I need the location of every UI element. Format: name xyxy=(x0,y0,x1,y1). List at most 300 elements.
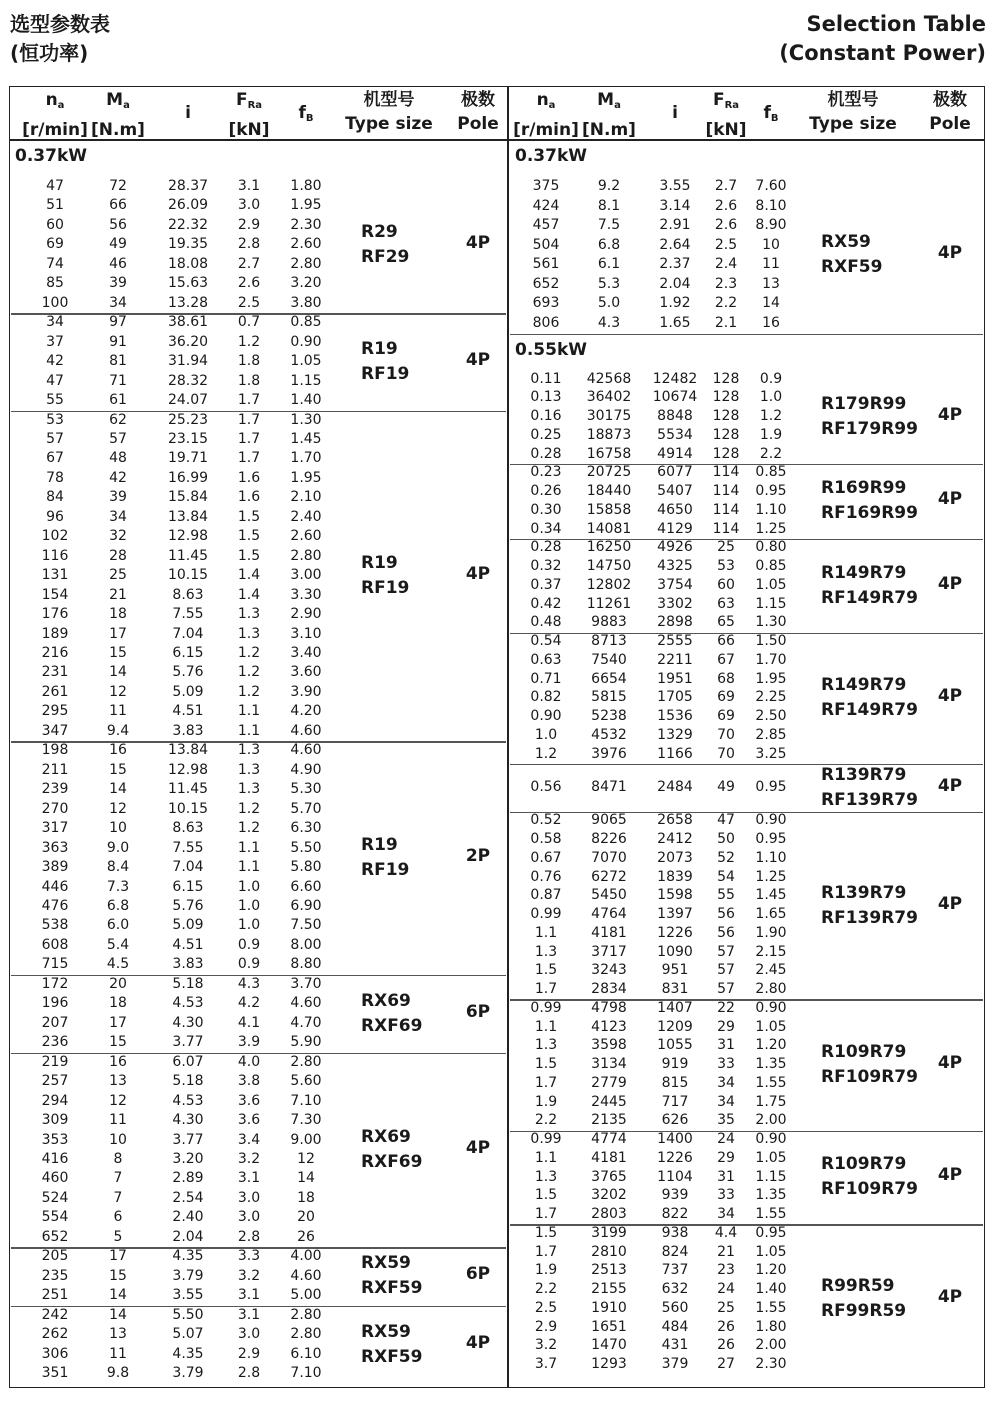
type-size-line2: RF109R79 xyxy=(821,1179,918,1200)
cell-ma: 3598 xyxy=(591,1037,627,1054)
cell-i: 4914 xyxy=(657,445,693,462)
cell-fra: 114 xyxy=(712,520,740,537)
pole-value: 4P xyxy=(937,489,963,510)
cell-ma: 9883 xyxy=(591,614,627,631)
cell-na: 47 xyxy=(46,372,64,389)
type-size-line1: R29 xyxy=(361,222,398,243)
right-header-na-letter: n xyxy=(536,90,549,110)
cell-fra: 128 xyxy=(712,408,740,425)
cell-i: 12.98 xyxy=(167,761,209,778)
cell-i: 23.15 xyxy=(167,430,209,447)
cell-na: 85 xyxy=(46,275,64,292)
cell-fra: 3.0 xyxy=(237,197,261,214)
cell-na: 242 xyxy=(41,1306,69,1323)
cell-fb: 2.45 xyxy=(755,962,787,979)
cell-fb: 4.70 xyxy=(290,1014,322,1031)
cell-fb: 3.20 xyxy=(290,275,322,292)
pole-value: 4P xyxy=(937,243,963,263)
cell-na: 216 xyxy=(41,645,69,662)
cell-fra: 57 xyxy=(717,962,735,979)
cell-fb: 1.70 xyxy=(755,651,787,668)
cell-fb: 6.10 xyxy=(290,1345,322,1362)
cell-ma: 56 xyxy=(109,216,127,233)
cell-i: 2.04 xyxy=(659,275,691,292)
cell-na: 476 xyxy=(41,898,69,914)
cell-i: 2.64 xyxy=(659,236,691,253)
cell-i: 19.35 xyxy=(167,236,209,253)
cell-fb: 16 xyxy=(762,314,780,331)
cell-i: 4.53 xyxy=(172,1092,204,1109)
cell-na: 0.58 xyxy=(530,831,562,848)
cell-ma: 14081 xyxy=(586,520,632,537)
cell-na: 693 xyxy=(532,295,560,311)
cell-fb: 1.10 xyxy=(755,501,787,518)
cell-na: 236 xyxy=(41,1034,69,1051)
cell-ma: 1470 xyxy=(591,1337,627,1354)
cell-na: 0.11 xyxy=(530,370,562,387)
cell-ma: 6654 xyxy=(591,670,627,687)
cell-na: 116 xyxy=(41,547,69,564)
cell-na: 1.5 xyxy=(534,962,558,979)
cell-fra: 26 xyxy=(717,1318,735,1335)
cell-ma: 4764 xyxy=(591,906,627,923)
left-header-fb-sub: B xyxy=(305,113,314,124)
cell-na: 239 xyxy=(41,781,69,798)
pole-value: 4P xyxy=(937,404,963,425)
cell-ma: 11 xyxy=(109,703,127,720)
cell-fb: 2.30 xyxy=(290,216,322,233)
cell-fra: 22 xyxy=(717,999,735,1016)
cell-fra: 128 xyxy=(712,445,740,462)
cell-ma: 12 xyxy=(109,1092,127,1109)
cell-na: 309 xyxy=(41,1112,69,1129)
cell-na: 0.26 xyxy=(530,483,562,500)
right-header-ma-unit: [N.m] xyxy=(582,120,636,140)
cell-fra: 4.3 xyxy=(237,975,261,992)
cell-fb: 4.00 xyxy=(290,1248,322,1265)
cell-fra: 1.2 xyxy=(237,800,261,817)
cell-na: 416 xyxy=(41,1150,69,1167)
cell-ma: 14 xyxy=(109,1287,127,1304)
type-size-line2: RXF59 xyxy=(361,1346,423,1367)
cell-i: 24.07 xyxy=(167,392,209,409)
cell-fb: 2.90 xyxy=(290,606,322,623)
cell-i: 26.09 xyxy=(167,197,209,214)
cell-i: 431 xyxy=(661,1337,689,1354)
cell-fb: 1.10 xyxy=(755,849,787,866)
type-size-line2: RF19 xyxy=(361,363,410,384)
cell-fra: 128 xyxy=(712,370,740,387)
type-size-line2: RF19 xyxy=(361,860,410,881)
cell-i: 1951 xyxy=(657,670,693,687)
cell-fra: 1.7 xyxy=(237,392,261,409)
cell-ma: 57 xyxy=(109,430,127,447)
cell-ma: 16 xyxy=(109,1053,127,1070)
cell-fb: 4.90 xyxy=(290,761,322,778)
type-size-label xyxy=(821,1274,906,1324)
cell-i: 1226 xyxy=(657,924,693,941)
cell-fb: 4.20 xyxy=(290,703,322,720)
cell-ma: 42 xyxy=(109,469,127,486)
cell-ma: 4181 xyxy=(591,1149,627,1166)
type-size-line2: RF139R79 xyxy=(821,907,918,928)
type-size-line1: R19 xyxy=(361,338,398,359)
cell-fra: 1.4 xyxy=(237,567,261,584)
cell-ma: 6 xyxy=(113,1209,123,1226)
cell-ma: 1651 xyxy=(591,1318,627,1335)
cell-fra: 52 xyxy=(717,849,735,866)
cell-i: 1226 xyxy=(657,1149,693,1166)
cell-ma: 15 xyxy=(109,761,127,778)
pole-value: 4P xyxy=(465,349,491,370)
cell-ma: 5.0 xyxy=(597,295,621,311)
cell-na: 60 xyxy=(46,216,64,233)
cell-fra: 33 xyxy=(717,1056,735,1073)
cell-i: 38.61 xyxy=(167,314,209,331)
cell-i: 2658 xyxy=(657,812,693,829)
cell-ma: 8.4 xyxy=(106,859,130,876)
cell-ma: 62 xyxy=(109,411,127,428)
cell-na: 0.76 xyxy=(530,868,562,885)
cell-i: 5.50 xyxy=(172,1306,204,1323)
cell-i: 10.15 xyxy=(167,800,209,817)
left-header-ma-symbol xyxy=(78,88,158,118)
cell-na: 0.28 xyxy=(530,445,562,462)
cell-i: 822 xyxy=(661,1206,689,1223)
cell-ma: 18440 xyxy=(586,483,632,500)
cell-fra: 26 xyxy=(717,1337,735,1354)
cell-i: 6077 xyxy=(657,464,693,481)
cell-fb: 1.40 xyxy=(755,1281,787,1298)
cell-i: 5.76 xyxy=(172,898,204,914)
cell-ma: 6.8 xyxy=(106,898,130,914)
cell-fra: 114 xyxy=(712,501,740,518)
cell-i: 13.28 xyxy=(167,294,209,311)
cell-ma: 6.1 xyxy=(597,256,621,272)
cell-ma: 18 xyxy=(109,606,127,623)
cell-i: 11.45 xyxy=(167,547,209,564)
table-row xyxy=(0,197,1000,217)
table-row xyxy=(0,811,1000,831)
cell-na: 1.5 xyxy=(534,1187,558,1204)
left-header-ma-letter: M xyxy=(106,90,124,110)
cell-i: 1400 xyxy=(657,1131,693,1148)
cell-ma: 28 xyxy=(109,547,127,564)
cell-na: 78 xyxy=(46,469,64,486)
cell-ma: 9.2 xyxy=(597,178,621,194)
cell-i: 4.51 xyxy=(172,703,204,720)
cell-ma: 8713 xyxy=(591,633,627,650)
cell-i: 2898 xyxy=(657,614,693,631)
cell-i: 4325 xyxy=(657,558,693,575)
cell-ma: 7.5 xyxy=(597,217,621,233)
cell-ma: 5 xyxy=(113,1228,123,1245)
cell-ma: 14 xyxy=(109,781,127,798)
cell-fb: 3.25 xyxy=(755,745,787,762)
table-row xyxy=(0,1130,1000,1150)
cell-na: 1.1 xyxy=(534,924,558,941)
cell-fb: 6.90 xyxy=(290,898,322,914)
cell-fra: 2.8 xyxy=(237,1228,261,1245)
cell-ma: 3202 xyxy=(591,1187,627,1204)
cell-fra: 3.0 xyxy=(237,1326,261,1343)
cell-na: 0.34 xyxy=(530,520,562,537)
cell-fra: 1.2 xyxy=(237,333,261,350)
right-header-fb-sub: B xyxy=(770,113,779,124)
cell-ma: 17 xyxy=(109,1248,127,1265)
cell-i: 1.92 xyxy=(659,295,691,311)
table-row xyxy=(0,1018,1000,1038)
left-header-fra-unit: [kN] xyxy=(228,120,270,140)
cell-fb: 0.85 xyxy=(755,558,787,575)
type-size-label xyxy=(821,392,918,442)
left-header-pole xyxy=(448,88,508,138)
cell-fra: 1.0 xyxy=(237,878,261,895)
cell-na: 1.7 xyxy=(534,1206,558,1223)
type-size-line2: RF139R79 xyxy=(821,789,918,810)
cell-ma: 61 xyxy=(109,392,127,409)
cell-fra: 4.1 xyxy=(237,1014,261,1031)
cell-fb: 7.50 xyxy=(290,917,322,934)
cell-fra: 1.2 xyxy=(237,683,261,700)
pole-value: 4P xyxy=(937,686,963,707)
cell-fb: 1.55 xyxy=(755,1299,787,1316)
type-size-label xyxy=(821,561,918,611)
cell-fra: 2.9 xyxy=(237,1345,261,1362)
cell-fb: 8.80 xyxy=(290,956,322,973)
cell-fra: 1.3 xyxy=(237,761,261,778)
cell-fb: 1.90 xyxy=(755,924,787,941)
cell-fra: 1.1 xyxy=(237,703,261,720)
cell-fb: 0.90 xyxy=(290,333,322,350)
cell-i: 4.30 xyxy=(172,1112,204,1129)
cell-ma: 18873 xyxy=(586,426,632,443)
pole-value: 4P xyxy=(937,573,963,594)
pole-value: 4P xyxy=(465,233,491,254)
cell-ma: 72 xyxy=(109,177,127,194)
right-header-fra-letter: F xyxy=(712,90,725,110)
right-section-power-055: 0.55kW xyxy=(515,340,588,360)
type-size-line2: RF99R59 xyxy=(821,1301,907,1322)
title-en-line2: (Constant Power) xyxy=(779,41,986,65)
cell-i: 13.84 xyxy=(167,508,209,525)
cell-fb: 1.25 xyxy=(755,520,787,537)
cell-na: 3.2 xyxy=(534,1337,558,1354)
cell-fb: 1.35 xyxy=(755,1187,787,1204)
cell-fb: 1.80 xyxy=(755,1318,787,1335)
cell-i: 3.77 xyxy=(172,1034,204,1051)
table-row xyxy=(0,980,1000,1000)
type-size-line1: RX69 xyxy=(361,990,411,1011)
title-en-line1: Selection Table xyxy=(806,12,986,36)
cell-ma: 2445 xyxy=(591,1093,627,1110)
cell-fb: 12 xyxy=(297,1150,315,1167)
right-header-na-sub: a xyxy=(548,100,556,111)
cell-fb: 1.05 xyxy=(755,576,787,593)
cell-na: 74 xyxy=(46,255,64,272)
cell-fra: 3.2 xyxy=(237,1267,261,1284)
cell-fra: 114 xyxy=(712,464,740,481)
cell-na: 231 xyxy=(41,664,69,681)
cell-na: 0.37 xyxy=(530,576,562,593)
cell-i: 5534 xyxy=(657,426,693,443)
cell-na: 347 xyxy=(41,722,69,739)
cell-i: 4.30 xyxy=(172,1014,204,1031)
cell-fb: 2.00 xyxy=(755,1337,787,1354)
cell-i: 2.40 xyxy=(172,1209,204,1226)
cell-ma: 9.0 xyxy=(106,839,130,856)
cell-i: 4650 xyxy=(657,501,693,518)
cell-na: 37 xyxy=(46,333,64,350)
cell-fb: 1.20 xyxy=(755,1262,787,1279)
cell-fra: 2.5 xyxy=(714,236,738,253)
type-size-label xyxy=(821,763,918,813)
cell-fb: 7.10 xyxy=(290,1365,322,1382)
cell-fb: 1.20 xyxy=(755,1037,787,1054)
cell-ma: 81 xyxy=(109,353,127,370)
cell-ma: 48 xyxy=(109,450,127,467)
cell-na: 446 xyxy=(41,878,69,895)
cell-fra: 29 xyxy=(717,1149,735,1166)
cell-fra: 65 xyxy=(717,614,735,631)
cell-fra: 60 xyxy=(717,576,735,593)
cell-i: 28.37 xyxy=(167,177,209,194)
cell-na: 317 xyxy=(41,820,69,837)
cell-fb: 0.95 xyxy=(755,779,787,795)
cell-na: 100 xyxy=(41,294,69,311)
cell-i: 1329 xyxy=(657,726,693,743)
cell-fra: 2.8 xyxy=(237,236,261,253)
cell-i: 3.20 xyxy=(172,1150,204,1167)
cell-na: 0.56 xyxy=(530,779,562,795)
cell-i: 7.55 xyxy=(172,606,204,623)
cell-i: 939 xyxy=(661,1187,689,1204)
cell-ma: 18 xyxy=(109,995,127,1012)
cell-fra: 29 xyxy=(717,1018,735,1035)
cell-na: 154 xyxy=(41,586,69,603)
cell-i: 3.55 xyxy=(172,1287,204,1304)
table-row xyxy=(0,1224,1000,1244)
table-row xyxy=(0,943,1000,963)
cell-na: 1.3 xyxy=(534,1168,558,1185)
cell-ma: 3976 xyxy=(591,745,627,762)
cell-fb: 3.40 xyxy=(290,645,322,662)
cell-na: 102 xyxy=(41,528,69,545)
cell-fb: 2.30 xyxy=(755,1356,787,1373)
cell-fra: 0.9 xyxy=(237,956,261,973)
cell-fra: 2.6 xyxy=(237,275,261,292)
cell-fb: 1.9 xyxy=(759,426,783,443)
cell-i: 22.32 xyxy=(167,216,209,233)
cell-na: 0.42 xyxy=(530,595,562,612)
cell-fb: 1.30 xyxy=(290,411,322,428)
cell-na: 0.25 xyxy=(530,426,562,443)
cell-fra: 1.0 xyxy=(237,917,261,934)
cell-fb: 11 xyxy=(762,256,780,272)
cell-ma: 3243 xyxy=(591,962,627,979)
cell-i: 18.08 xyxy=(167,255,209,272)
cell-ma: 5450 xyxy=(591,887,627,904)
cell-fb: 1.65 xyxy=(755,906,787,923)
cell-i: 3.83 xyxy=(172,956,204,973)
table-row xyxy=(0,538,1000,558)
cell-ma: 3199 xyxy=(591,1224,627,1241)
cell-ma: 21 xyxy=(109,586,127,603)
cell-fra: 2.2 xyxy=(714,295,738,311)
cell-na: 1.3 xyxy=(534,943,558,960)
left-header-fb xyxy=(286,88,326,138)
cell-fb: 3.70 xyxy=(290,975,322,992)
cell-i: 36.20 xyxy=(167,333,209,350)
cell-i: 3754 xyxy=(657,576,693,593)
cell-fra: 2.5 xyxy=(237,294,261,311)
cell-i: 15.63 xyxy=(167,275,209,292)
cell-fb: 13 xyxy=(762,275,780,292)
cell-fra: 1.8 xyxy=(237,372,261,389)
cell-ma: 20 xyxy=(109,975,127,992)
cell-na: 1.7 xyxy=(534,1243,558,1260)
cell-i: 1104 xyxy=(657,1168,693,1185)
cell-i: 10674 xyxy=(652,389,698,406)
cell-fra: 50 xyxy=(717,831,735,848)
cell-fra: 56 xyxy=(717,924,735,941)
table-row xyxy=(0,1111,1000,1131)
cell-na: 457 xyxy=(532,217,560,233)
cell-fb: 18 xyxy=(297,1189,315,1206)
cell-na: 261 xyxy=(41,683,69,700)
cell-na: 295 xyxy=(41,703,69,720)
type-size-line2: RF19 xyxy=(361,577,410,598)
cell-i: 2.54 xyxy=(172,1189,204,1206)
cell-fra: 1.3 xyxy=(237,606,261,623)
cell-na: 0.28 xyxy=(530,539,562,556)
cell-na: 353 xyxy=(41,1131,69,1148)
cell-na: 84 xyxy=(46,489,64,506)
cell-fb: 1.2 xyxy=(759,408,783,425)
cell-fra: 1.5 xyxy=(237,528,261,545)
cell-na: 207 xyxy=(41,1014,69,1031)
cell-na: 538 xyxy=(41,917,69,934)
cell-ma: 8 xyxy=(113,1150,123,1167)
cell-na: 57 xyxy=(46,430,64,447)
pole-value: 6P xyxy=(465,1264,491,1285)
cell-na: 0.99 xyxy=(530,906,562,923)
cell-na: 424 xyxy=(532,197,560,214)
cell-na: 2.2 xyxy=(534,1281,558,1298)
table-row xyxy=(0,1355,1000,1375)
section-divider xyxy=(510,334,983,335)
type-size-line1: R109R79 xyxy=(821,1154,907,1175)
cell-fra: 3.6 xyxy=(237,1112,261,1129)
right-header-fra-unit: [kN] xyxy=(705,120,747,140)
cell-i: 5.76 xyxy=(172,664,204,681)
type-size-line1: R19 xyxy=(361,835,398,856)
cell-ma: 9065 xyxy=(591,812,627,829)
cell-na: 363 xyxy=(41,839,69,856)
cell-na: 1.3 xyxy=(534,1037,558,1054)
cell-ma: 4181 xyxy=(591,924,627,941)
cell-fra: 2.1 xyxy=(714,314,738,331)
type-size-label xyxy=(821,1040,918,1090)
right-header-type-cn: 机型号 xyxy=(827,90,879,110)
cell-fra: 55 xyxy=(717,887,735,904)
cell-fra: 3.1 xyxy=(237,177,261,194)
cell-i: 1839 xyxy=(657,868,693,885)
cell-fra: 114 xyxy=(712,483,740,500)
cell-fra: 33 xyxy=(717,1187,735,1204)
cell-fb: 4.60 xyxy=(290,742,322,759)
table-row xyxy=(0,370,1000,390)
